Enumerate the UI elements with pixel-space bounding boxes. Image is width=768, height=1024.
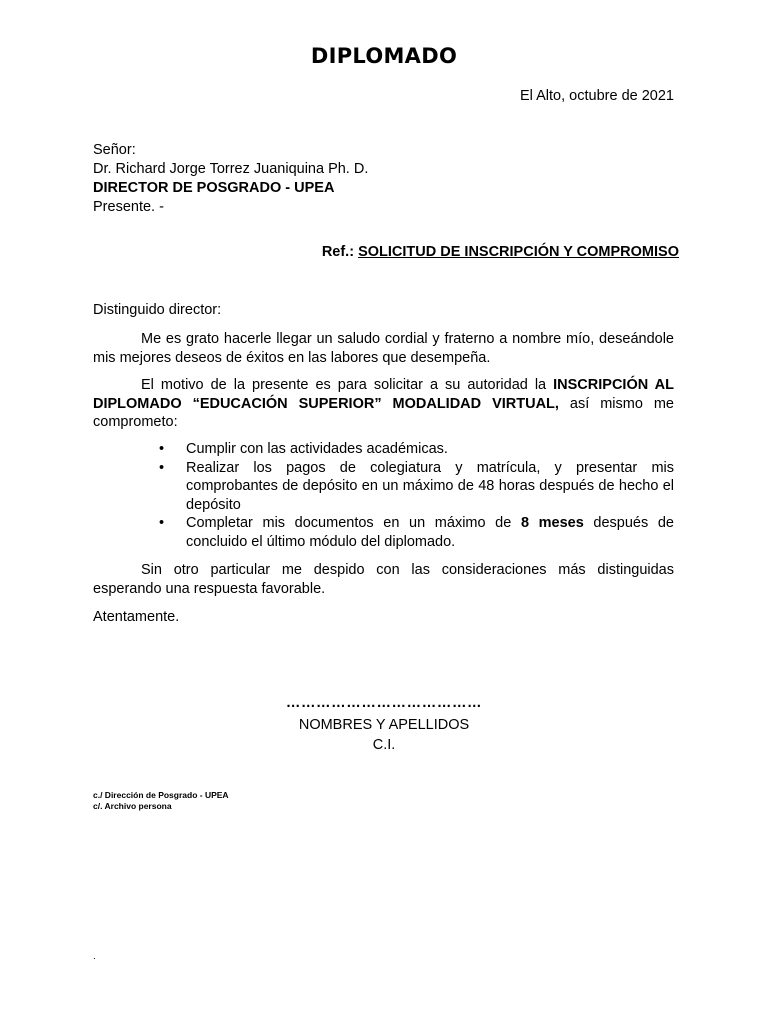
greeting: Distinguido director:: [93, 302, 222, 318]
commitments-list: [93, 440, 674, 551]
recipient-presente: Presente. -: [93, 199, 164, 215]
commitment-text-bold: 8 meses: [520, 515, 584, 531]
signature-names: NOMBRES Y APELLIDOS: [298, 717, 470, 733]
paragraph-2: [93, 376, 674, 432]
bullet-icon: •: [159, 459, 165, 476]
recipient-name: Dr. Richard Jorge Torrez Juaniquina Ph. D.: [93, 161, 369, 177]
bullet-icon: •: [159, 441, 165, 457]
recipient-salutation: Señor:: [93, 142, 136, 158]
sign-off: Atentamente.: [93, 609, 180, 625]
list-item: [93, 440, 674, 459]
reference-subject: SOLICITUD DE INSCRIPCIÓN Y COMPROMISO: [358, 244, 679, 260]
reference-line: [0, 244, 679, 260]
commitment-text-before: Completar mis documentos en un máximo de: [186, 515, 521, 531]
commitment-text-after: después de concluido el último módulo del diplomado.: [186, 515, 674, 550]
list-item: [93, 459, 674, 515]
copy-line-2: c/. Archivo persona: [93, 801, 172, 811]
signature-id: C.I.: [372, 737, 396, 753]
signature-line: …………………………………: [285, 695, 483, 711]
bullet-icon: •: [159, 515, 165, 531]
paragraph-2-part1: El motivo de la presente es para solicitar a su autoridad la: [141, 377, 554, 393]
closing-paragraph: Sin otro particular me despido con las consideraciones más distinguidas esperando una respuesta favorable.: [93, 562, 674, 597]
reference-label: Ref.:: [321, 244, 355, 260]
recipient-position: DIRECTOR DE POSGRADO - UPEA: [93, 180, 335, 196]
commitment-text: Cumplir con las actividades académicas.: [186, 441, 448, 457]
list-item: [93, 514, 674, 551]
trailing-mark: .: [93, 951, 96, 962]
date-line: El Alto, octubre de 2021: [520, 88, 674, 104]
paragraph-2-bold: INSCRIPCIÓN AL DIPLOMADO “EDUCACIÓN SUPERIOR” MODALIDAD VIRTUAL,: [93, 377, 674, 412]
document-title: DIPLOMADO: [310, 44, 458, 68]
paragraph-1: Me es grato hacerle llegar un saludo cordial y fraterno a nombre mío, deseándole mis mejores deseos de éxitos en las labores que desempeña.: [93, 331, 674, 366]
copy-line-1: c./ Dirección de Posgrado - UPEA: [93, 790, 229, 800]
paragraph-2-part2: así mismo me comprometo:: [93, 395, 674, 430]
commitment-text: Realizar los pagos de colegiatura y matrícula, y presentar mis comprobantes de depósito en un máximo de 48 horas después de hecho el depósito: [186, 459, 674, 513]
